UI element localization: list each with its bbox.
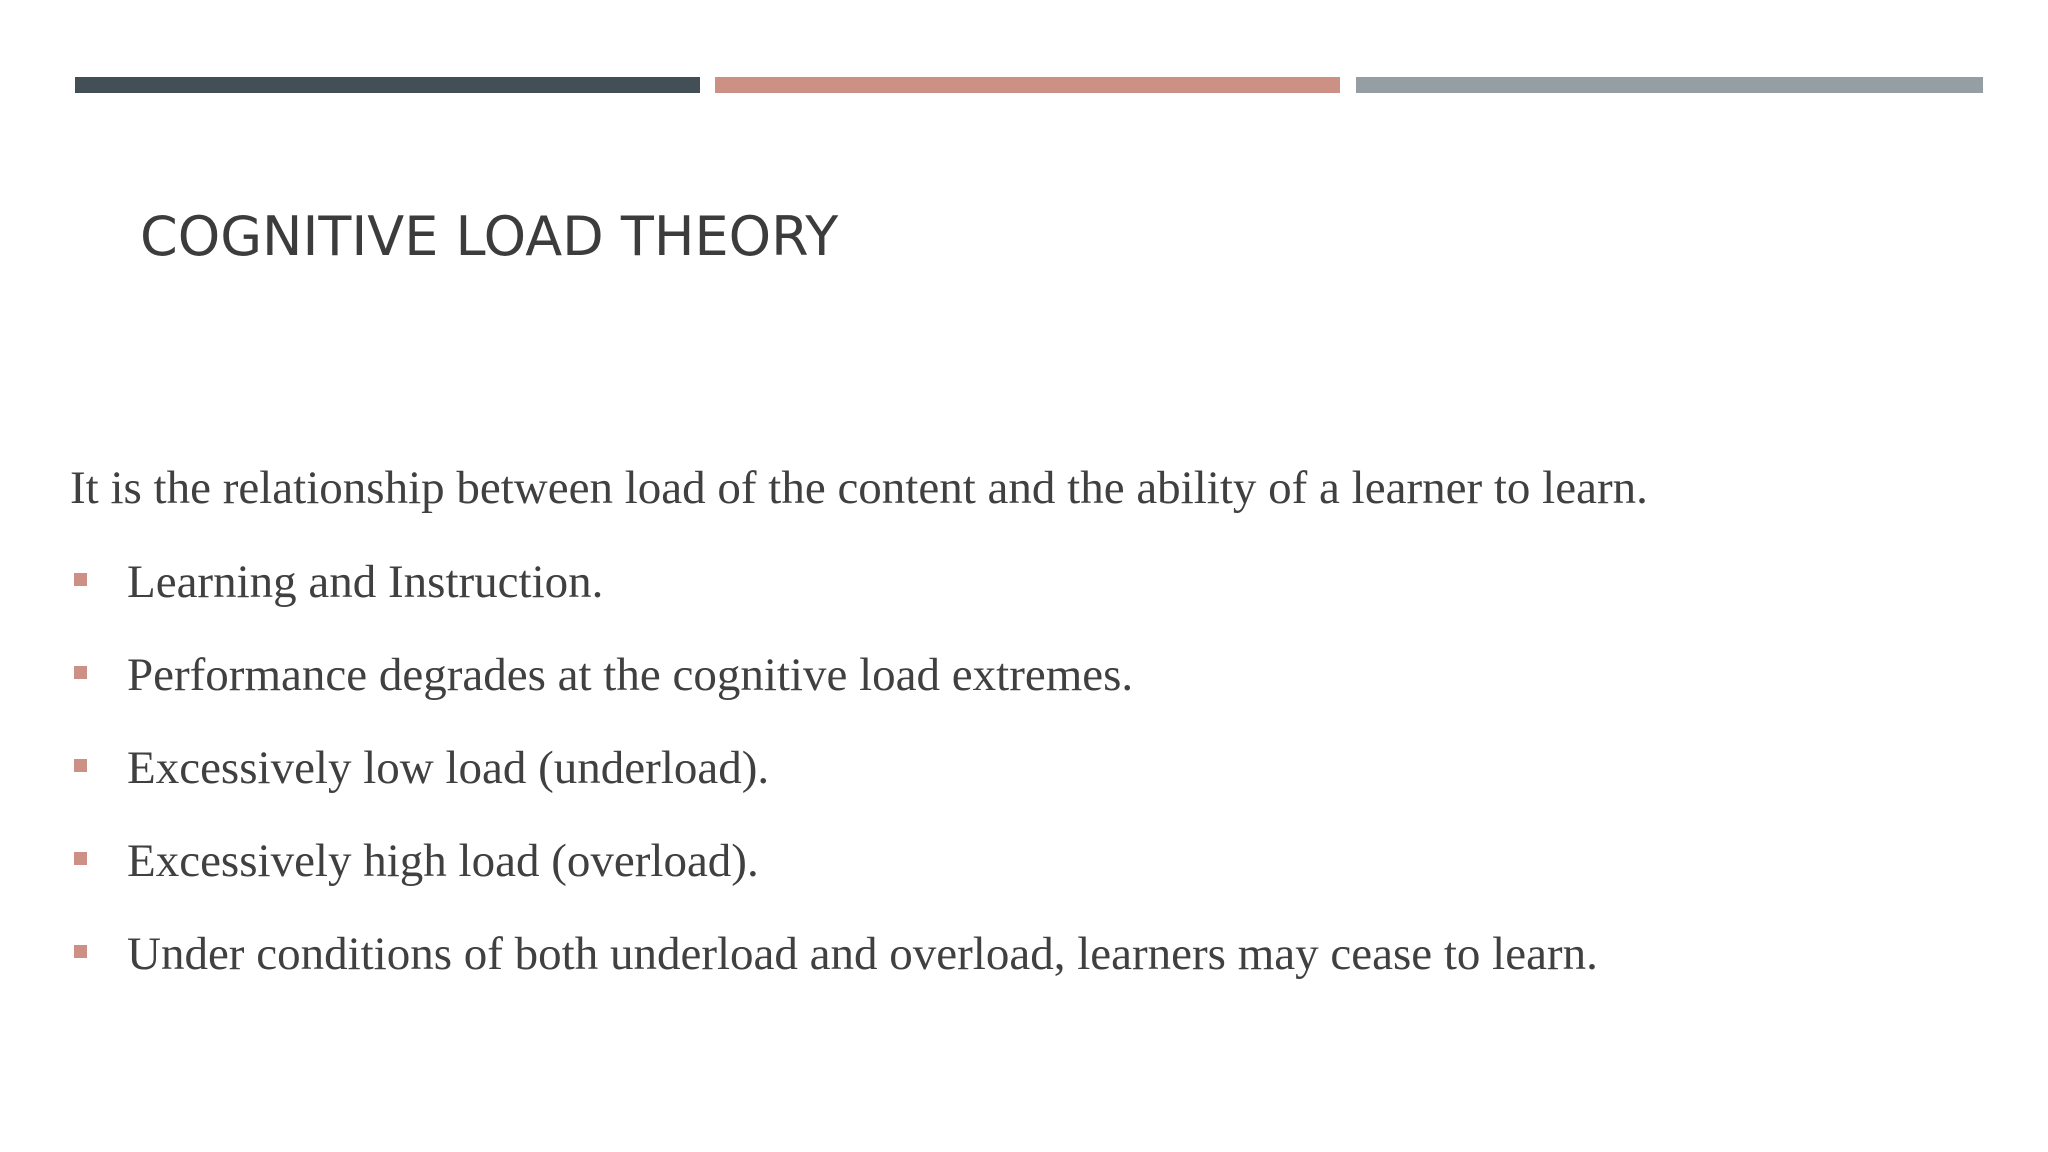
header-bar-gray (1356, 77, 1983, 93)
square-bullet-icon (74, 945, 87, 958)
intro-text: It is the relationship between load of the content and the ability of a learner to learn. (70, 462, 1648, 514)
square-bullet-icon (74, 852, 87, 865)
slide-title: COGNITIVE LOAD THEORY (140, 205, 839, 268)
square-bullet-icon (74, 573, 87, 586)
square-bullet-icon (74, 759, 87, 772)
bullet-text: Under conditions of both underload and overload, learners may cease to learn. (127, 928, 1598, 980)
bullet-text: Excessively high load (overload). (127, 835, 759, 887)
header-bar-dark (75, 77, 700, 93)
header-bar-rose (715, 77, 1340, 93)
bullet-text: Learning and Instruction. (127, 556, 604, 608)
bullet-text: Excessively low load (underload). (127, 742, 770, 794)
bullet-text: Performance degrades at the cognitive load extremes. (127, 649, 1134, 701)
square-bullet-icon (74, 666, 87, 679)
